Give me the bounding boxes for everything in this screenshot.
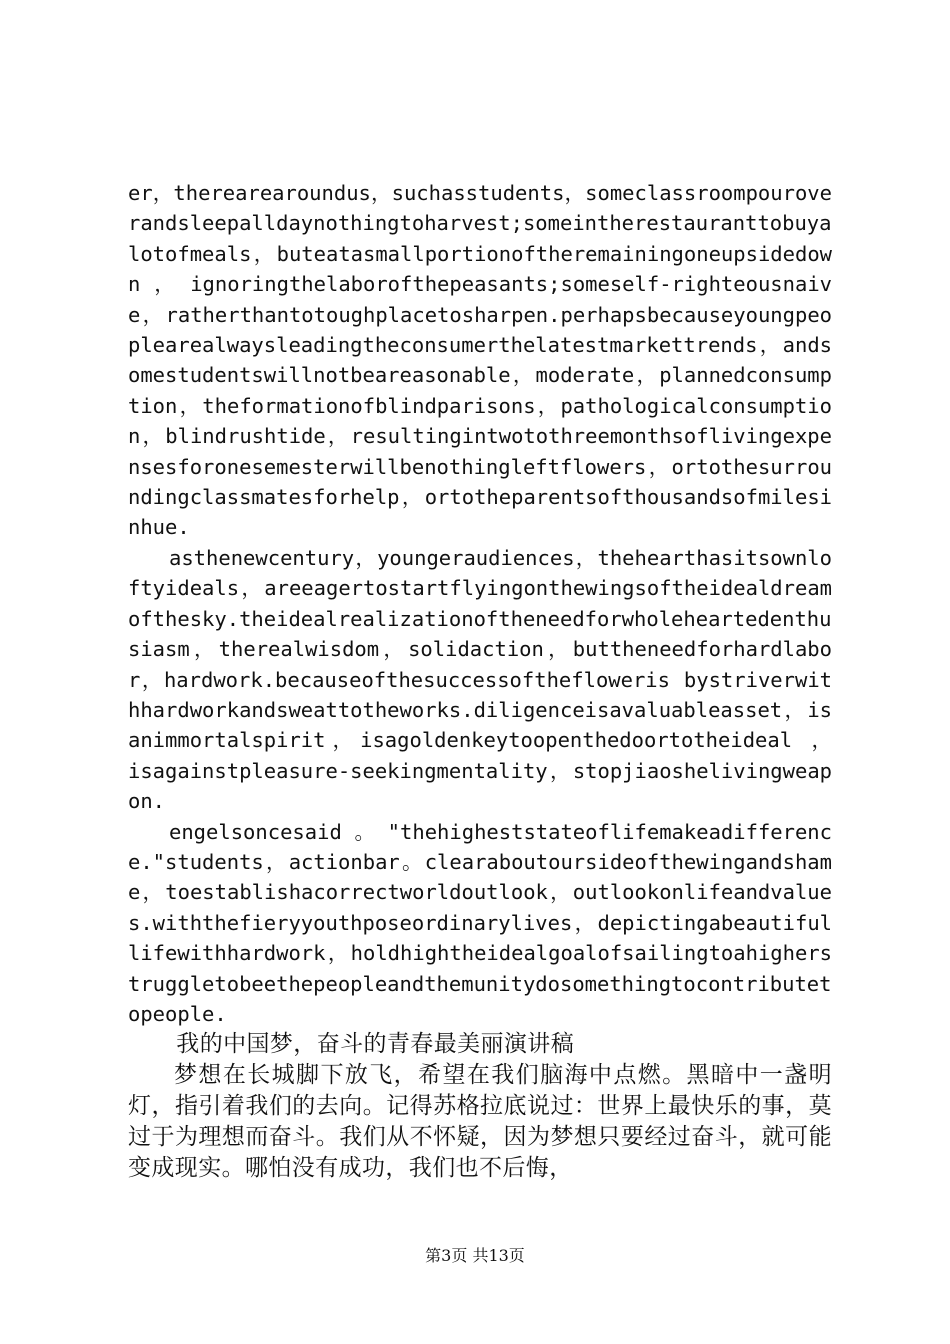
page-footer (0, 1243, 950, 1266)
paragraph-1: er，therearearoundus，suchasstudents，someclassroompouroverandsleepalldaynothingtoharvest;someintherestauranttobuyalotofmeals，buteatasmallportionoftheremainingoneupsidedown ， ignoringthelaborofthepeasants;someself-righteousnaive，ratherthantotoughplacetosharpen.perhapsbecauseyoungpeoplearealwaysleadingtheconsumerthelatestmarkettrends，andsomestudentswillnotbeareasonable，moderate，plannedconsumption，theformationofblindparisons，pathologicalconsumption，blindrushtide，resultingintwotothreemonthsoflivingexpensesforonesemesterwillbenothingleftflowers，ortothesurroundingclassmatesforhelp，ortotheparentsofthousandsofmilesinhue. (128, 181, 832, 540)
paragraph-3: engelsoncesaid。"thehigheststateoflifemakeadifference."students，actionbar。clearaboutoursideofthewingandshame，toestablishacorrectworldoutlook，outlookonlifeandvalues.withthefieryyouthposeordinarylives，depictingabeautifullifewithhardwork，holdhightheidealgoalofsailingtoahigherstruggletobeethepeopleandthemunitydosomethingtocontributetopeople. (128, 819, 832, 1026)
document-body (128, 178, 832, 1184)
section-heading: 我的中国梦，奋斗的青春最美丽演讲稿 (176, 1031, 575, 1058)
paragraph-2: asthenewcentury，youngeraudiences，thehearthasitsownloftyideals，areeagertostartflyingonthewingsoftheidealdreamofthesky.theidealrealizationoftheneedforwholeheartedenthusiasm，therealwisdom，solidaction，buttheneedforhardlabor，hardwork.becauseofthesuccessofthefloweris bystriverwithhardworkandsweattotheworks.diligenceisavaluableasset，isanimmortalspirit，isagoldenkeytoopenthedoortotheideal ， isagainstpleasure-seekingmentality，stopjiaoshelivingweapon. (128, 545, 832, 814)
chinese-paragraph: 梦想在长城脚下放飞，希望在我们脑海中点燃。黑暗中一盏明灯，指引着我们的去向。记得苏格拉底说过：世界上最快乐的事，莫过于为理想而奋斗。我们从不怀疑，因为梦想只要经过奋斗，就可能变成现实。哪怕没有成功，我们也不后悔， (128, 1062, 832, 1182)
page-number-label: 第3页 共13页 (425, 1246, 525, 1265)
